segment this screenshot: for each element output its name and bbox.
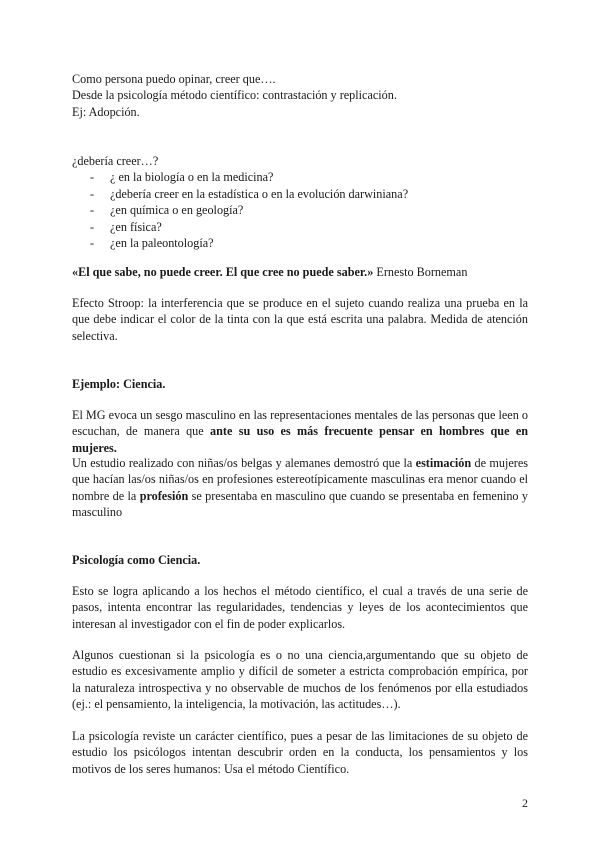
science-paragraph: Esto se logra aplicando a los hechos el método científico, el cual a través de una serie de pasos, intenta encontrar las regularidades, tendencias y leyes de los acontecimientos que interesan al investigador con el fin de poder explicarlos. [72,584,528,631]
question-block [72,153,528,251]
quote-text: «El que sabe, no puede creer. El que cree no puede saber.» [72,265,374,279]
section-heading: Ejemplo: Ciencia. [72,377,166,391]
quote [72,264,528,280]
list-item: - ¿en la paleontología? [90,235,214,250]
list-item: - ¿ en la biología o en la medicina? [90,170,274,185]
science-paragraph: Algunos cuestionan si la psicología es o no una ciencia,argumentando que su objeto de estudio es excesivamente amplio y difícil de someter a estricta comprobación empírica, por la naturaleza introspectiva y no observable de muchos de los fenómenos por ella estudiados (ej.: el pensamiento, la inteligencia, la motivación, las actitudes…). [72,648,528,712]
example-paragraph: El MG evoca un sesgo masculino en las representaciones mentales de las personas que leen o escuchan, de manera que ante su uso es más frecuente pensar en hombres que en mujeres. [72,408,529,455]
intro-block [72,71,528,120]
question-list [90,169,528,251]
intro-line: Como persona puedo opinar, creer que…. [72,72,276,86]
question-title: ¿debería creer…? [72,154,159,168]
study-paragraph: Un estudio realizado con niñas/os belgas y alemanes demostró que la estimación de mujeres que hacían las/os niñas/os en profesiones estereotípicamente masculinas era menor cuando el nombre de la profesión se presentaba en masculino que cuando se presentaba en femenino y masculino [72,456,528,520]
list-item: - ¿en física? [90,219,162,234]
stroop-paragraph: Efecto Stroop: la interferencia que se produce en el sujeto cuando realiza una prueba en la que debe indicar el color de la tinta con la que está escrita una palabra. Medida de atención selectiva. [72,296,528,343]
section-heading: Psicología como Ciencia. [72,553,201,567]
intro-line: Desde la psicología método científico: contrastación y replicación. [72,88,397,103]
list-item: - ¿debería creer en la estadística o en la evolución darwiniana? [90,186,409,201]
list-item: - ¿en química o en geología? [90,203,244,218]
intro-line: Ej: Adopción. [72,104,140,119]
page-number: 2 [522,796,528,810]
quote-author: Ernesto Borneman [373,265,468,279]
science-paragraph: La psicología reviste un carácter científico, pues a pesar de las limitaciones de su objeto de estudio los psicólogos intentan descubrir orden en la conducta, los pensamientos y los motivos de los seres humanos: Usa el método Científico. [72,729,528,776]
